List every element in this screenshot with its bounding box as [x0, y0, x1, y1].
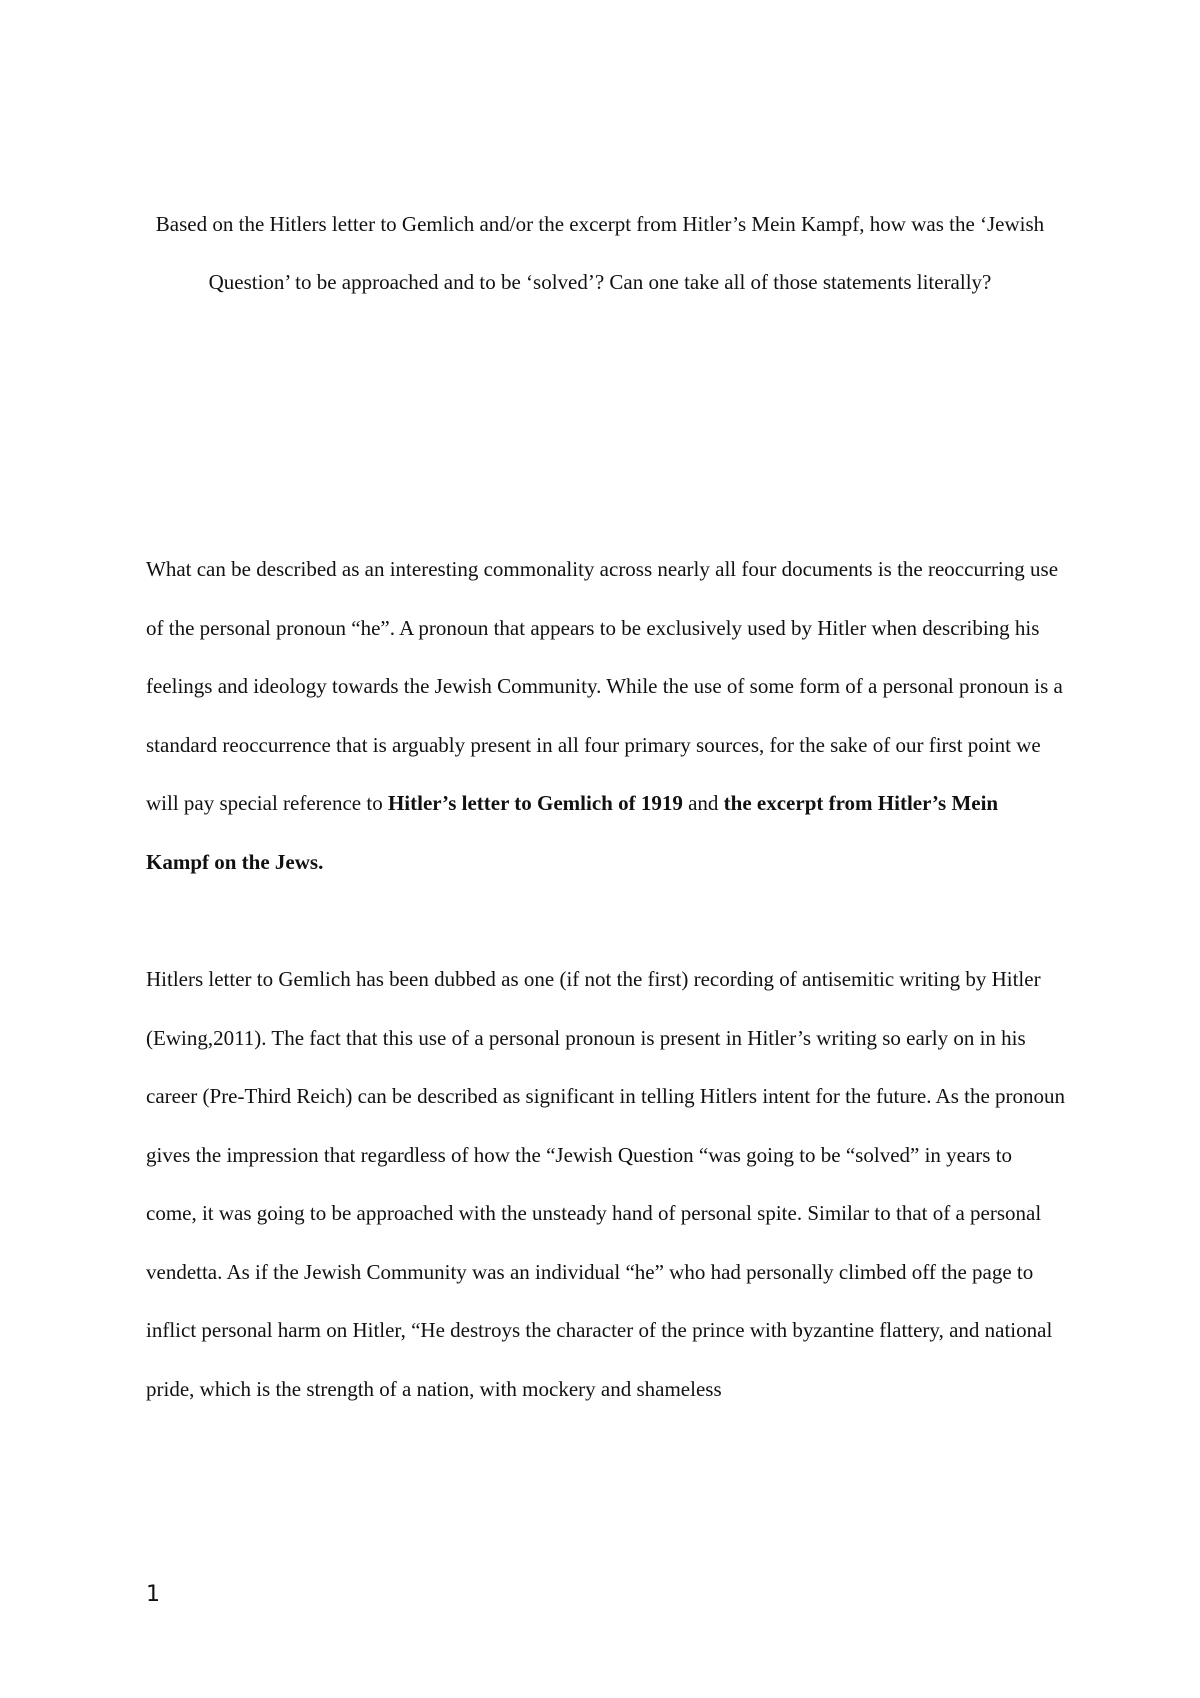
paragraph-2: Hitlers letter to Gemlich has been dubbed as one (if not the first) recording of antisemitic writing by Hitler (Ewing,2011). The fact that this use of a personal pronoun is present in Hitler’s writing so early on in his career (Pre-Third Reich) can be described as significant in telling Hitlers intent for the future. As the pronoun gives the impression that regardless of how the “Jewish Question “was going to be “solved” in years to come, it was going to be approached with the unsteady hand of personal spite. Similar to that of a personal vendetta. As if the Jewish Community was an individual “he” who had personally climbed off the page to inflict personal harm on Hitler, “He destroys the character of the prince with byzantine flattery, and national pride, which is the strength of a nation, with mockery and shameless [146, 967, 1066, 1401]
essay-question: Based on the Hitlers letter to Gemlich and/or the excerpt from Hitler’s Mein Kampf, how was the ‘Jewish Question’ to be approached and to be ‘solved’? Can one take all of those statements literally? [155, 212, 1045, 294]
paragraph-1-connector: and [688, 791, 719, 815]
paragraph-1-text: What can be described as an interesting commonality across nearly all four documents is the reoccurring use of the personal pronoun “he”. A pronoun that appears to be exclusively used by Hitler when describing his feelings and ideology towards the Jewish Community. While the use of some form of a personal pronoun is a standard reoccurrence that is arguably present in all four primary sources, for the sake of our first point we will pay special reference to [146, 557, 1063, 815]
paragraph-1 [146, 540, 1066, 891]
bold-reference-mein-kampf-excerpt: the excerpt from Hitler’s Mein Kampf on the Jews [146, 791, 999, 874]
bold-reference-gemlich-letter: Hitler’s letter to Gemlich of 1919 [387, 791, 683, 815]
page-number: 1 [146, 1582, 160, 1607]
paragraph-1-end: . [318, 849, 324, 874]
